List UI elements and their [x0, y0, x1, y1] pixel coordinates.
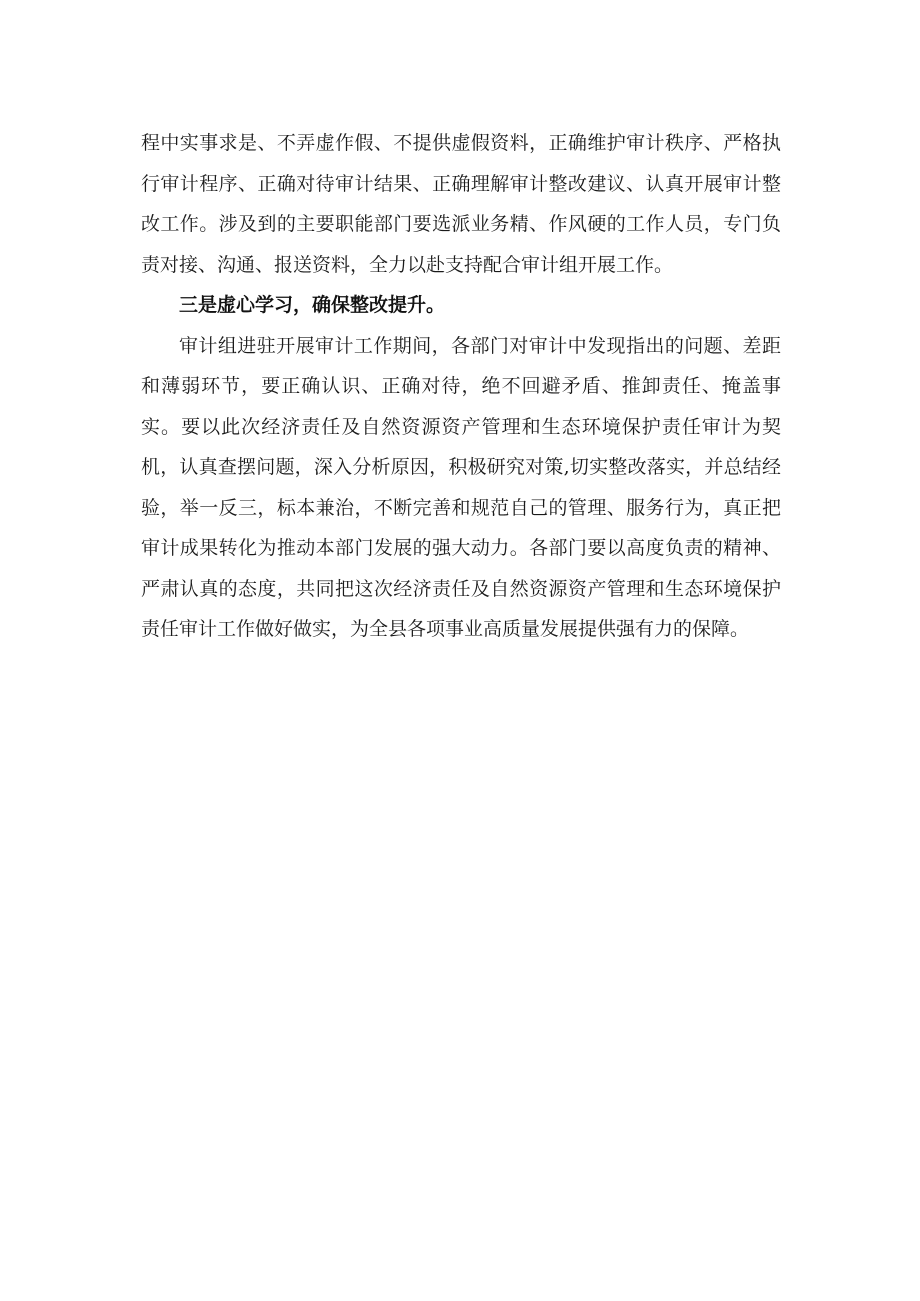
- document-body: [141, 123, 781, 650]
- body-paragraph: 审计组进驻开展审计工作期间，各部门对审计中发现指出的问题、差距和薄弱环节，要正确认识、正确对待，绝不回避矛盾、推卸责任、掩盖事实。要以此次经济责任及自然资源资产管理和生态环境保护责任审计为契机，认真查摆问题，深入分析原因，积极研究对策,切实整改落实，并总结经验，举一反三，标本兼治，不断完善和规范自己的管理、服务行为，真正把审计成果转化为推动本部门发展的强大动力。各部门要以高度负责的精神、严肃认真的态度，共同把这次经济责任及自然资源资产管理和生态环境保护责任审计工作做好做实，为全县各项事业高质量发展提供强有力的保障。: [141, 334, 781, 640]
- section-heading: 三是虚心学习，确保整改提升。: [179, 294, 446, 316]
- body-paragraph-continued: 程中实事求是、不弄虚作假、不提供虚假资料，正确维护审计秩序、严格执行审计程序、正确对待审计结果、正确理解审计整改建议、认真开展审计整改工作。涉及到的主要职能部门要选派业务精、作风硬的工作人员，专门负责对接、沟通、报送资料，全力以赴支持配合审计组开展工作。: [141, 132, 781, 276]
